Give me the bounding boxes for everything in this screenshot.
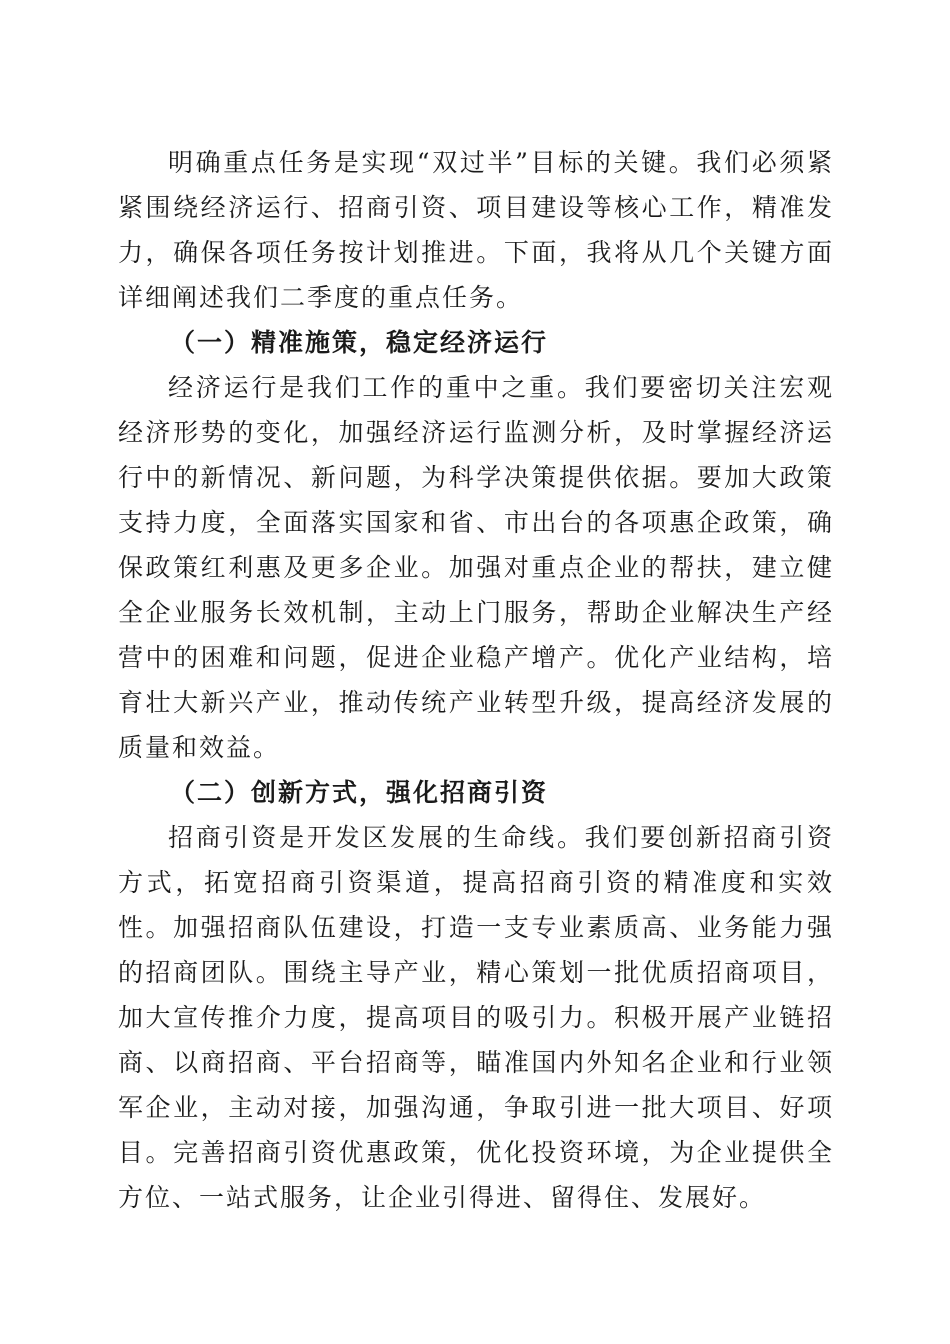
document-body [118,140,834,1220]
section-paragraph-1: 经济运行是我们工作的重中之重。我们要密切关注宏观经济形势的变化，加强经济运行监测分析，及时掌握经济运行中的新情况、新问题，为科学决策提供依据。要加大政策支持力度，全面落实国家和省、市出台的各项惠企政策，确保政策红利惠及更多企业。加强对重点企业的帮扶，建立健全企业服务长效机制，主动上门服务，帮助企业解决生产经营中的困难和问题，促进企业稳产增产。优化产业结构，培育壮大新兴产业，推动传统产业转型升级，提高经济发展的质量和效益。 [118,373,834,762]
section-heading-1: （一）精准施策，稳定经济运行 [170,328,549,357]
section-heading-2: （二）创新方式，强化招商引资 [170,778,549,807]
intro-paragraph: 明确重点任务是实现“双过半”目标的关键。我们必须紧紧围绕经济运行、招商引资、项目建设等核心工作，精准发力，确保各项任务按计划推进。下面，我将从几个关键方面详细阐述我们二季度的重点任务。 [118,148,834,312]
section-paragraph-2: 招商引资是开发区发展的生命线。我们要创新招商引资方式，拓宽招商引资渠道，提高招商引资的精准度和实效性。加强招商队伍建设，打造一支专业素质高、业务能力强的招商团队。围绕主导产业，精心策划一批优质招商项目，加大宣传推介力度，提高项目的吸引力。积极开展产业链招商、以商招商、平台招商等，瞄准国内外知名企业和行业领军企业，主动对接，加强沟通，争取引进一批大项目、好项目。完善招商引资优惠政策，优化投资环境，为企业提供全方位、一站式服务，让企业引得进、留得住、发展好。 [118,823,834,1212]
